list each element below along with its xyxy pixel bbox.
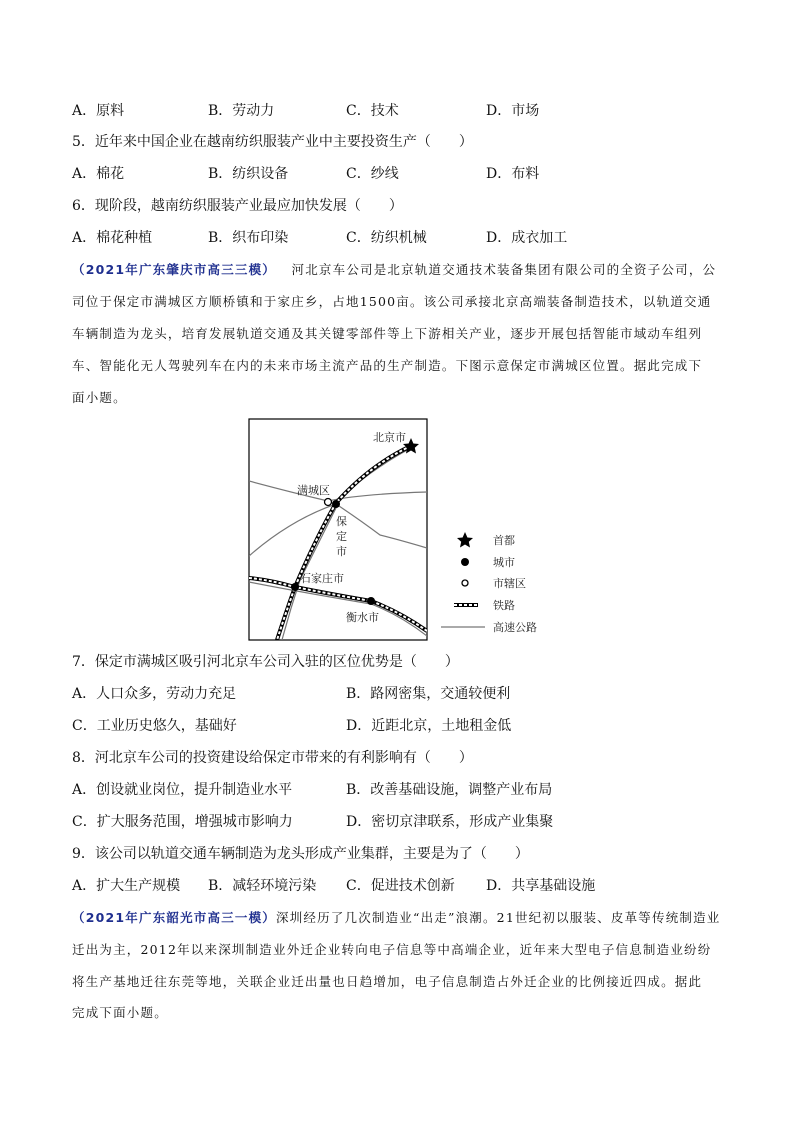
passage1-line-3: 车辆制造为龙头，培育发展轨道交通及其关键零部件等上下游相关产业，逐步开展包括智能市域动车组列 (72, 326, 703, 341)
legend-star-icon (457, 532, 473, 548)
city-dot-hengshui (367, 597, 375, 605)
q8-option-c: C．扩大服务范围，增强城市影响力 (72, 814, 293, 830)
q7-option-c: C．工业历史悠久，基础好 (72, 718, 237, 734)
q4-option-c: C．技术 (346, 103, 399, 119)
q9-option-a: A．扩大生产规模 (72, 878, 181, 894)
label-baoding-3: 市 (336, 545, 347, 558)
q5-option-d: D．布料 (486, 166, 540, 182)
passage2-line-3: 将生产基地迁往东莞等地，关联企业迁出量也日趋增加，电子信息制造占外迁企业的比例接近四成。据此 (72, 974, 703, 989)
q7-option-b: B．路网密集，交通较便利 (346, 686, 511, 702)
label-beijing: 北京市 (373, 431, 406, 444)
passage1-line-2: 司位于保定市满城区方顺桥镇和于家庄乡，占地1500亩。该公司承接北京高端装备制造技术，以轨道交通 (72, 294, 712, 309)
map-legend (441, 532, 537, 634)
q6-stem: 6．现阶段，越南纺织服装产业最应加快发展（ ） (72, 198, 403, 214)
passage2-line-4: 完成下面小题。 (72, 1005, 168, 1020)
q4-option-d: D．市场 (486, 103, 540, 119)
q8-stem: 8．河北京车公司的投资建设给保定市带来的有利影响有（ ） (72, 750, 473, 766)
legend-capital: 首都 (493, 534, 515, 547)
q7-option-d: D．近距北京，土地租金低 (346, 718, 512, 734)
passage2-line-1 (72, 908, 721, 928)
city-dot-baoding (332, 500, 340, 508)
passage2-text: 深圳经历了几次制造业“出走”浪潮。21世纪初以服装、皮革等传统制造业 (276, 910, 721, 925)
legend-highway: 高速公路 (493, 621, 537, 634)
q6-option-d: D．成衣加工 (486, 230, 568, 246)
legend-city-icon (461, 558, 469, 566)
district-circle-icon (325, 499, 332, 506)
q7-stem: 7．保定市满城区吸引河北京车公司入驻的区位优势是（ ） (72, 654, 459, 670)
legend-district-icon (462, 580, 468, 586)
q8-option-d: D．密切京津联系，形成产业集聚 (346, 814, 554, 830)
label-baoding-1: 保 (336, 515, 347, 528)
passage1-text: 河北京车公司是北京轨道交通技术装备集团有限公司的全资子公司，公 (291, 262, 717, 277)
passage1-line-4: 车、智能化无人驾驶列车在内的未来市场主流产品的生产制造。下图示意保定市满城区位置。据此完成下 (72, 358, 703, 373)
q6-option-b: B．织布印染 (208, 230, 289, 246)
q6-option-a: A．棉花种植 (72, 230, 153, 246)
label-shijiazhuang: 石家庄市 (300, 572, 344, 585)
q9-option-d: D．共享基础设施 (486, 878, 596, 894)
passage1-source: （2021年广东肇庆市高三三模） (72, 262, 276, 277)
q7-option-a: A．人口众多，劳动力充足 (72, 686, 237, 702)
q5-option-b: B．纺织设备 (208, 166, 289, 182)
label-hengshui: 衡水市 (346, 611, 379, 624)
passage1-line-5: 面小题。 (72, 390, 127, 405)
city-dot-shijiazhuang (291, 583, 299, 591)
q5-option-c: C．纱线 (346, 166, 399, 182)
passage2-source: （2021年广东韶光市高三一模） (72, 910, 276, 925)
label-baoding-2: 定 (336, 530, 347, 543)
q5-option-a: A．棉花 (72, 166, 125, 182)
q8-option-a: A．创设就业岗位，提升制造业水平 (72, 782, 293, 798)
legend-city: 城市 (493, 556, 515, 569)
passage2-line-2: 迁出为主，2012年以来深圳制造业外迁企业转向电子信息等中高端企业，近年来大型电子信息制造业纷纷 (72, 942, 712, 957)
q5-stem: 5．近年来中国企业在越南纺织服装产业中主要投资生产（ ） (72, 134, 473, 150)
q9-option-b: B．减轻环境污染 (208, 878, 317, 894)
legend-railway: 铁路 (493, 599, 515, 612)
q4-option-b: B．劳动力 (208, 103, 275, 119)
legend-district: 市辖区 (493, 577, 526, 590)
q9-stem: 9．该公司以轨道交通车辆制造为龙头形成产业集群，主要是为了（ ） (72, 846, 529, 862)
q6-option-c: C．纺织机械 (346, 230, 427, 246)
q4-option-a: A．原料 (72, 103, 125, 119)
q8-option-b: B．改善基础设施，调整产业布局 (346, 782, 553, 798)
q9-option-c: C．促进技术创新 (346, 878, 455, 894)
label-mancheng: 满城区 (297, 484, 330, 497)
